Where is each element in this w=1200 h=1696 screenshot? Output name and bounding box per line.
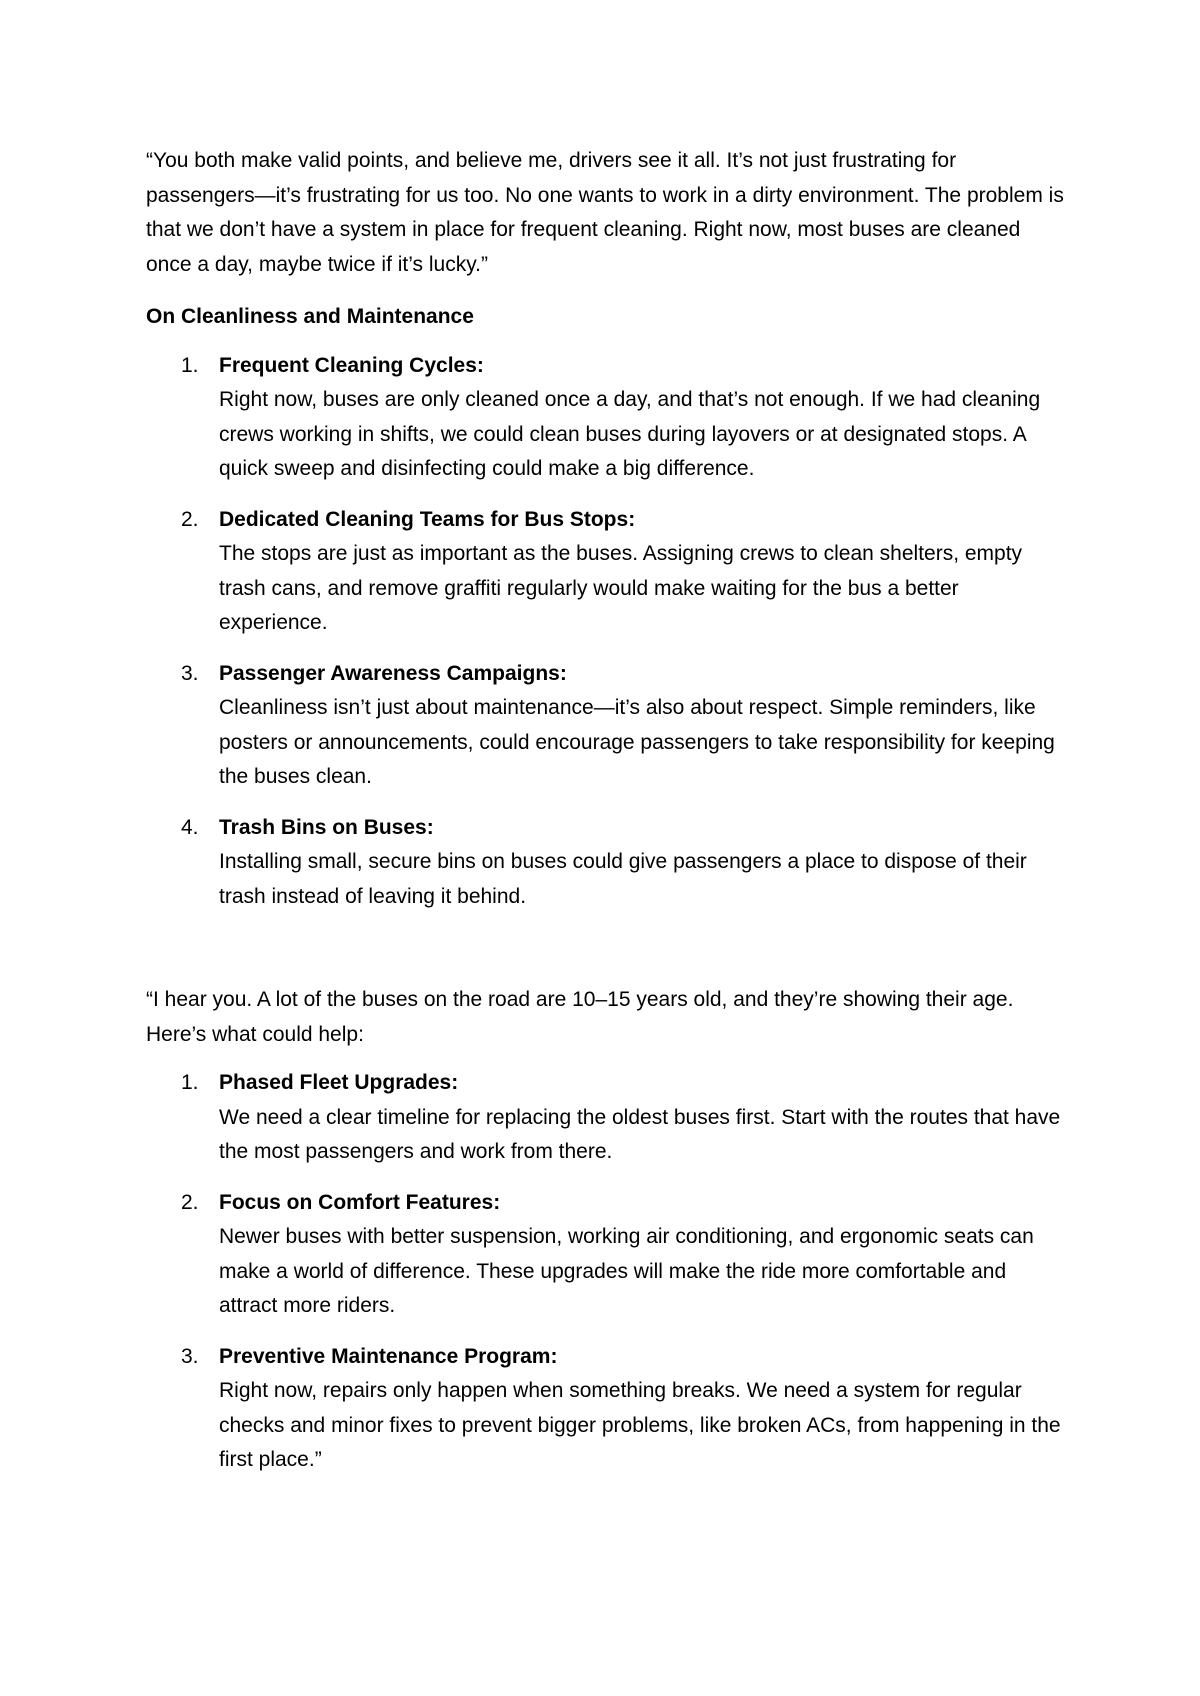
list-item-body: Installing small, secure bins on buses could give passengers a place to dispose of their trash instead of leaving it behind.: [219, 850, 1027, 908]
list-item-number: 3.: [181, 1344, 199, 1368]
list-item-body: Right now, repairs only happen when something breaks. We need a system for regular checks and minor fixes to prevent bigger problems, like broken ACs, from happening in the first place.”: [219, 1379, 1061, 1471]
list-item: [146, 503, 1066, 641]
list-item-title: Phased Fleet Upgrades:: [219, 1071, 459, 1094]
driver-quote-paragraph: “You both make valid points, and believe me, drivers see it all. It’s not just frustrating for passengers—it’s frustrating for us too. No one wants to work in a dirty environment. The problem is that we don’t have a system in place for frequent cleaning. Right now, most buses are cleaned once a day, maybe twice if it’s lucky.”: [146, 149, 1064, 276]
list-item-body: Right now, buses are only cleaned once a day, and that’s not enough. If we had cleaning crews working in shifts, we could clean buses during layovers or at designated stops. A quick sweep and disinfecting could make a big difference.: [219, 388, 1041, 480]
fleet-quote-paragraph: “I hear you. A lot of the buses on the road are 10–15 years old, and they’re showing their age. Here’s what could help:: [146, 988, 1014, 1046]
list-item-body: Newer buses with better suspension, working air conditioning, and ergonomic seats can make a world of difference. These upgrades will make the ride more comfortable and attract more riders.: [219, 1225, 1034, 1317]
list-item-title: Preventive Maintenance Program:: [219, 1344, 558, 1368]
list-item-title: Focus on Comfort Features:: [219, 1190, 501, 1214]
list-item: [146, 657, 1066, 795]
section-heading: On Cleanliness and Maintenance: [146, 305, 474, 328]
list-item-title: Passenger Awareness Campaigns:: [219, 661, 567, 685]
list-item-body: Cleanliness isn’t just about maintenance—it’s also about respect. Simple reminders, like posters or announcements, could encourage passengers to take responsibility for keeping the buses clean.: [219, 696, 1055, 788]
list-item-body: The stops are just as important as the buses. Assigning crews to clean shelters, empty trash cans, and remove graffiti regularly would make waiting for the bus a better experience.: [219, 542, 1023, 634]
list-item: [146, 1066, 1066, 1170]
list-item-number: 1.: [181, 1071, 199, 1094]
cleanliness-list: [146, 349, 1066, 915]
list-item-title: Frequent Cleaning Cycles:: [219, 353, 484, 377]
list-item-number: 2.: [181, 1190, 199, 1214]
list-item-number: 3.: [181, 661, 199, 685]
list-item: [146, 1186, 1066, 1324]
section-spacer: [146, 930, 1066, 983]
fleet-list: [146, 1066, 1066, 1478]
list-item: [146, 1340, 1066, 1478]
list-item: [146, 349, 1066, 487]
list-item-title: Trash Bins on Buses:: [219, 815, 434, 839]
list-item-number: 4.: [181, 815, 199, 839]
list-item-number: 2.: [181, 507, 199, 531]
list-item-body: We need a clear timeline for replacing the oldest buses first. Start with the routes that have the most passengers and work from there.: [219, 1105, 1061, 1163]
list-item-number: 1.: [181, 353, 199, 377]
list-item: [146, 811, 1066, 915]
document-page: [146, 144, 1066, 1494]
list-item-title: Dedicated Cleaning Teams for Bus Stops:: [219, 507, 636, 531]
